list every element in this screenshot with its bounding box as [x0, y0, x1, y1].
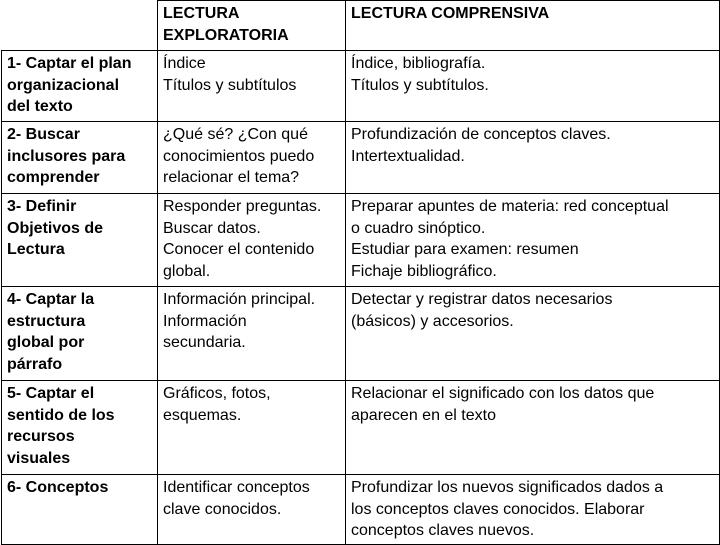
- cell-exploratoria: Índice Títulos y subtítulos: [158, 51, 346, 122]
- cell-exploratoria: Identificar conceptos clave conocidos.: [158, 475, 346, 545]
- table-row: [2, 51, 720, 122]
- row-step-label: 1- Captar el plan organizacional del texto: [2, 51, 158, 122]
- cell-comprensiva: Profundización de conceptos claves. Intertextualidad.: [346, 122, 720, 194]
- cell-comprensiva: Preparar apuntes de materia: red conceptual o cuadro sinóptico. Estudiar para examen: resumen Fichaje bibliográfico.: [346, 194, 720, 287]
- cell-comprensiva: Índice, bibliografía. Títulos y subtítulos.: [346, 51, 720, 122]
- table-row: [2, 381, 720, 475]
- cell-comprensiva: Profundizar los nuevos significados dados a los conceptos claves conocidos. Elaborar conceptos claves nuevos.: [346, 475, 720, 545]
- row-step-label: 4- Captar la estructura global por párrafo: [2, 287, 158, 381]
- row-step-label: 6- Conceptos: [2, 475, 158, 545]
- cell-exploratoria: Gráficos, fotos, esquemas.: [158, 381, 346, 475]
- cell-exploratoria: Información principal. Información secundaria.: [158, 287, 346, 381]
- table-row: [2, 194, 720, 287]
- table-row: [2, 475, 720, 545]
- cell-exploratoria: ¿Qué sé? ¿Con qué conocimientos puedo relacionar el tema?: [158, 122, 346, 194]
- table-row: [2, 287, 720, 381]
- header-row: [2, 1, 720, 51]
- header-comprensiva: LECTURA COMPRENSIVA: [346, 1, 720, 51]
- cell-exploratoria: Responder preguntas. Buscar datos. Conocer el contenido global.: [158, 194, 346, 287]
- cell-comprensiva: Relacionar el significado con los datos que aparecen en el texto: [346, 381, 720, 475]
- table-row: [2, 122, 720, 194]
- row-step-label: 3- Definir Objetivos de Lectura: [2, 194, 158, 287]
- header-exploratoria: LECTURA EXPLORATORIA: [158, 1, 346, 51]
- comparison-table: [1, 0, 720, 545]
- row-step-label: 2- Buscar inclusores para comprender: [2, 122, 158, 194]
- cell-comprensiva: Detectar y registrar datos necesarios (básicos) y accesorios.: [346, 287, 720, 381]
- header-corner-cell: [2, 1, 158, 51]
- row-step-label: 5- Captar el sentido de los recursos visuales: [2, 381, 158, 475]
